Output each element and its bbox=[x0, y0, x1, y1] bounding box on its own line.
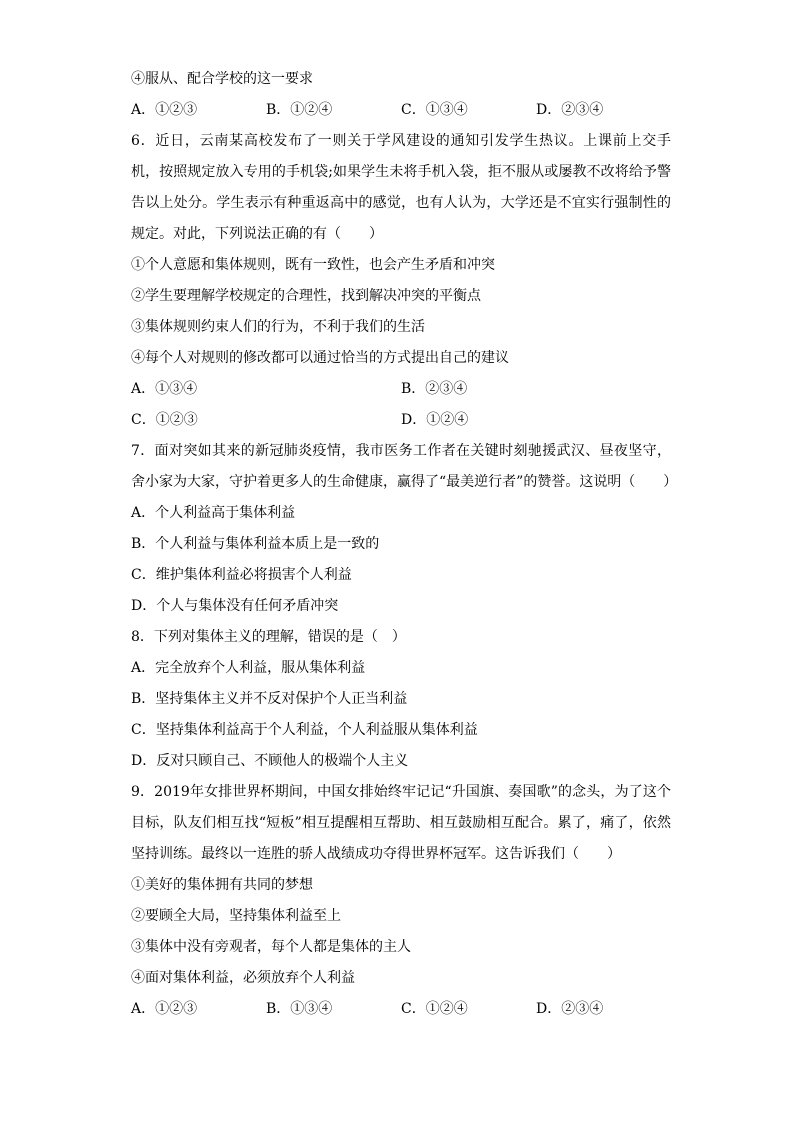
q5-item-4: ④服从、配合学校的这一要求 bbox=[131, 71, 313, 87]
q5-option-d[interactable]: D．②③④ bbox=[536, 102, 604, 118]
q9-option-d[interactable]: D．②③④ bbox=[536, 1001, 604, 1017]
q6-option-b[interactable]: B．②③④ bbox=[401, 381, 468, 397]
q6-options-row-1 bbox=[131, 374, 671, 405]
q9-item-3: ③集体中没有旁观者，每个人都是集体的主人 bbox=[131, 939, 411, 955]
q5-option-b[interactable]: B．①②④ bbox=[266, 102, 333, 118]
q6-item-4: ④每个人对规则的修改都可以通过恰当的方式提出自己的建议 bbox=[131, 350, 509, 366]
q8-option-b[interactable]: B．坚持集体主义并不反对保护个人正当利益 bbox=[131, 691, 408, 707]
q7-option-d[interactable]: D．个人与集体没有任何矛盾冲突 bbox=[131, 598, 339, 614]
q8-option-c[interactable]: C．坚持集体利益高于个人利益，个人利益服从集体利益 bbox=[131, 722, 478, 738]
q8-stem: 8．下列对集体主义的理解，错误的是（ ） bbox=[131, 629, 406, 645]
q6-option-c[interactable]: C．①②③ bbox=[131, 412, 198, 428]
q7-option-a[interactable]: A．个人利益高于集体利益 bbox=[131, 505, 296, 521]
q7-stem: 7．面对突如其来的新冠肺炎疫情，我市医务工作者在关键时刻驰援武汉、昼夜坚守，舍小家为大家，守护着更多人的生命健康，赢得了“最美逆行者”的赞誉。这说明（ ） bbox=[131, 443, 678, 490]
q8-option-a[interactable]: A．完全放弃个人利益，服从集体利益 bbox=[131, 660, 366, 676]
q6-option-d[interactable]: D．①②④ bbox=[401, 412, 469, 428]
q9-item-4: ④面对集体利益，必须放弃个人利益 bbox=[131, 970, 355, 986]
q8-option-d[interactable]: D．反对只顾自己、不顾他人的极端个人主义 bbox=[131, 753, 409, 769]
q6-item-2: ②学生要理解学校规定的合理性，找到解决冲突的平衡点 bbox=[131, 288, 481, 304]
q7-option-c[interactable]: C．维护集体利益必将损害个人利益 bbox=[131, 567, 352, 583]
q6-stem: 6．近日，云南某高校发布了一则关于学风建设的通知引发学生热议。上课前上交手机，按照规定放入专用的手机袋;如果学生未将手机入袋，拒不服从或屡教不改将给予警告以上处分。学生表示有种重返高中的感觉，也有人认为，大学还是不宜实行强制性的规定。对此，下列说法正确的有（ ） bbox=[131, 133, 671, 242]
q9-item-1: ①美好的集体拥有共同的梦想 bbox=[131, 877, 313, 893]
q5-option-c[interactable]: C．①③④ bbox=[401, 102, 468, 118]
q5-options bbox=[131, 95, 671, 126]
q6-option-a[interactable]: A．①③④ bbox=[131, 381, 198, 397]
q9-option-b[interactable]: B．①③④ bbox=[266, 1001, 333, 1017]
q7-option-b[interactable]: B．个人利益与集体利益本质上是一致的 bbox=[131, 536, 380, 552]
q9-option-a[interactable]: A．①②③ bbox=[131, 1001, 198, 1017]
q9-options bbox=[131, 994, 671, 1025]
q6-item-3: ③集体规则约束人们的行为，不利于我们的生活 bbox=[131, 319, 425, 335]
q5-option-a[interactable]: A．①②③ bbox=[131, 102, 198, 118]
q9-stem: 9．2019年女排世界杯期间，中国女排始终牢记记“升国旗、奏国歌”的念头，为了这个目标，队友们相互找“短板”相互提醒相互帮助、相互鼓励相互配合。累了，痛了，依然坚持训练。最终以一连胜的骄人战绩成功夺得世界杯冠军。这告诉我们（ ） bbox=[131, 784, 671, 862]
question-list bbox=[131, 64, 678, 1025]
q6-options-row-2 bbox=[131, 405, 671, 436]
q6-item-1: ①个人意愿和集体规则，既有一致性，也会产生矛盾和冲突 bbox=[131, 257, 495, 273]
q9-option-c[interactable]: C．①②④ bbox=[401, 1001, 468, 1017]
q9-item-2: ②要顾全大局，坚持集体利益至上 bbox=[131, 908, 341, 924]
